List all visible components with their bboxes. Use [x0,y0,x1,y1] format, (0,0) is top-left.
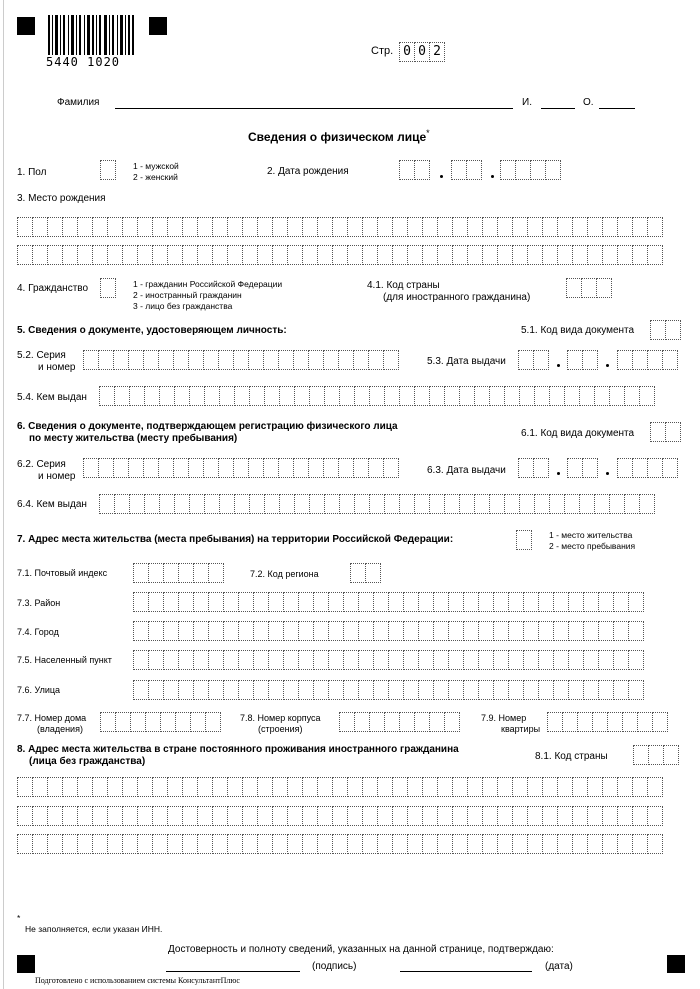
surname-field[interactable] [115,108,513,109]
street-cells[interactable] [133,680,643,700]
page-digit: 0 [414,42,430,62]
building-label: 7.8. Номер корпуса [240,713,321,723]
ru-address-heading: 7. Адрес места жительства (места пребывания) на территории Российской Федерации: [17,534,454,545]
form-title-text: Сведения о физическом лице [248,130,427,144]
reg-series-label: 6.2. Серия [17,459,66,470]
id-issued-by-label: 5.4. Кем выдан [17,392,87,403]
foreign-country-code-cells[interactable] [633,745,678,765]
reg-issue-day-cells[interactable] [518,458,548,478]
initial-o-label: О. [583,97,594,108]
signature-label: (подпись) [312,961,357,972]
id-issue-date-label: 5.3. Дата выдачи [427,356,506,367]
building-cells[interactable] [339,712,459,732]
gender-option-female: 2 - женский [133,172,178,182]
reg-issued-by-cells[interactable] [99,494,654,514]
corner-marker-top-right [149,17,167,35]
initial-i-field[interactable] [541,108,575,109]
birth-date-label: 2. Дата рождения [267,166,349,177]
house-sublabel: (владения) [37,724,83,734]
date-separator [557,364,560,367]
id-issue-month-cells[interactable] [567,350,597,370]
foreign-address-row-1[interactable] [17,777,662,797]
reg-series-cells[interactable] [83,458,398,478]
form-title-mark: * [426,128,430,138]
birth-day-cells[interactable] [399,160,429,180]
address-type-option-1: 1 - место жительства [549,530,633,540]
footnote-mark: * [17,913,21,923]
apartment-sublabel: квартиры [501,724,541,734]
foreign-address-row-2[interactable] [17,806,662,826]
date-separator [557,472,560,475]
citizenship-option-2: 2 - иностранный гражданин [133,290,242,300]
address-type-cells[interactable] [516,530,531,550]
page-label: Стр. [371,45,394,57]
footnote-text: Не заполняется, если указан ИНН. [25,924,163,934]
citizenship-cells[interactable] [100,278,115,298]
apartment-cells[interactable] [547,712,667,732]
initial-i-label: И. [522,97,532,108]
city-cells[interactable] [133,621,643,641]
id-issue-year-cells[interactable] [617,350,677,370]
citizenship-option-1: 1 - гражданин Российской Федерации [133,279,283,289]
foreign-address-row-3[interactable] [17,834,662,854]
locality-cells[interactable] [133,650,643,670]
credit-text: Подготовлено с использованием системы КонсультантПлюс [35,976,240,985]
reg-number-label: и номер [38,471,76,482]
date-separator [606,472,609,475]
reg-document-heading: 6. Сведения о документе, подтверждающем регистрацию физического лица [17,421,398,432]
id-number-label: и номер [38,362,76,373]
reg-document-heading-2: по месту жительства (месту пребывания) [29,433,238,444]
date-separator [440,175,443,178]
date-separator [491,175,494,178]
reg-doc-type-cells[interactable] [650,422,680,442]
country-code-cells[interactable] [566,278,611,298]
signature-field[interactable] [166,971,300,972]
house-label: 7.7. Номер дома [17,713,87,723]
reg-doc-type-label: 6.1. Код вида документа [521,428,635,439]
city-label: 7.4. Город [17,627,59,637]
corner-marker-bottom-left [17,955,35,973]
form-title [248,126,430,144]
citizenship-option-3: 3 - лицо без гражданства [133,301,233,311]
district-cells[interactable] [133,592,643,612]
reg-issue-year-cells[interactable] [617,458,677,478]
date-label: (дата) [545,961,573,972]
region-code-label: 7.2. Код региона [250,569,319,579]
gender-label: 1. Пол [17,167,47,178]
page-digit: 0 [399,42,415,62]
reg-issue-month-cells[interactable] [567,458,597,478]
address-type-option-2: 2 - место пребывания [549,541,636,551]
id-doc-type-cells[interactable] [650,320,680,340]
country-code-sublabel: (для иностранного гражданина) [383,292,531,303]
page-edge [3,0,4,989]
barcode [46,15,136,69]
id-issued-by-cells[interactable] [99,386,654,406]
postal-code-label: 7.1. Почтовый индекс [17,568,108,578]
reg-issue-date-label: 6.3. Дата выдачи [427,465,506,476]
page-number-cells [399,42,444,62]
surname-label: Фамилия [57,97,100,108]
region-code-cells[interactable] [350,563,380,583]
foreign-address-heading-2: (лица без гражданства) [29,756,146,767]
postal-code-cells[interactable] [133,563,223,583]
birth-month-cells[interactable] [451,160,481,180]
date-field[interactable] [400,971,532,972]
page-digit: 2 [429,42,445,62]
citizenship-label: 4. Гражданство [17,283,89,294]
birth-place-row-2[interactable] [17,245,662,265]
district-label: 7.3. Район [17,598,61,608]
initial-o-field[interactable] [599,108,635,109]
id-doc-type-label: 5.1. Код вида документа [521,325,635,336]
corner-marker-bottom-right [667,955,685,973]
barcode-number: 5440 1020 [46,55,121,69]
building-sublabel: (строения) [258,724,303,734]
barcode-bars [46,15,136,55]
gender-cells[interactable] [100,160,115,180]
country-code-label: 4.1. Код страны [367,280,440,291]
date-separator [606,364,609,367]
foreign-address-heading: 8. Адрес места жительства в стране постоянного проживания иностранного гражданина [17,744,459,755]
reg-issued-by-label: 6.4. Кем выдан [17,499,87,510]
birth-year-cells[interactable] [500,160,560,180]
house-cells[interactable] [100,712,220,732]
birth-place-row-1[interactable] [17,217,662,237]
locality-label: 7.5. Населенный пункт [17,655,112,665]
birth-place-label: 3. Место рождения [17,193,106,204]
apartment-label: 7.9. Номер [481,713,527,723]
confirm-text: Достоверность и полноту сведений, указанных на данной странице, подтверждаю: [168,944,554,955]
foreign-country-code-label: 8.1. Код страны [535,751,608,762]
id-series-label: 5.2. Серия [17,350,66,361]
corner-marker-top-left [17,17,35,35]
gender-option-male: 1 - мужской [133,161,179,171]
street-label: 7.6. Улица [17,685,61,695]
id-series-cells[interactable] [83,350,398,370]
id-issue-day-cells[interactable] [518,350,548,370]
id-document-heading: 5. Сведения о документе, удостоверяющем личность: [17,325,287,336]
